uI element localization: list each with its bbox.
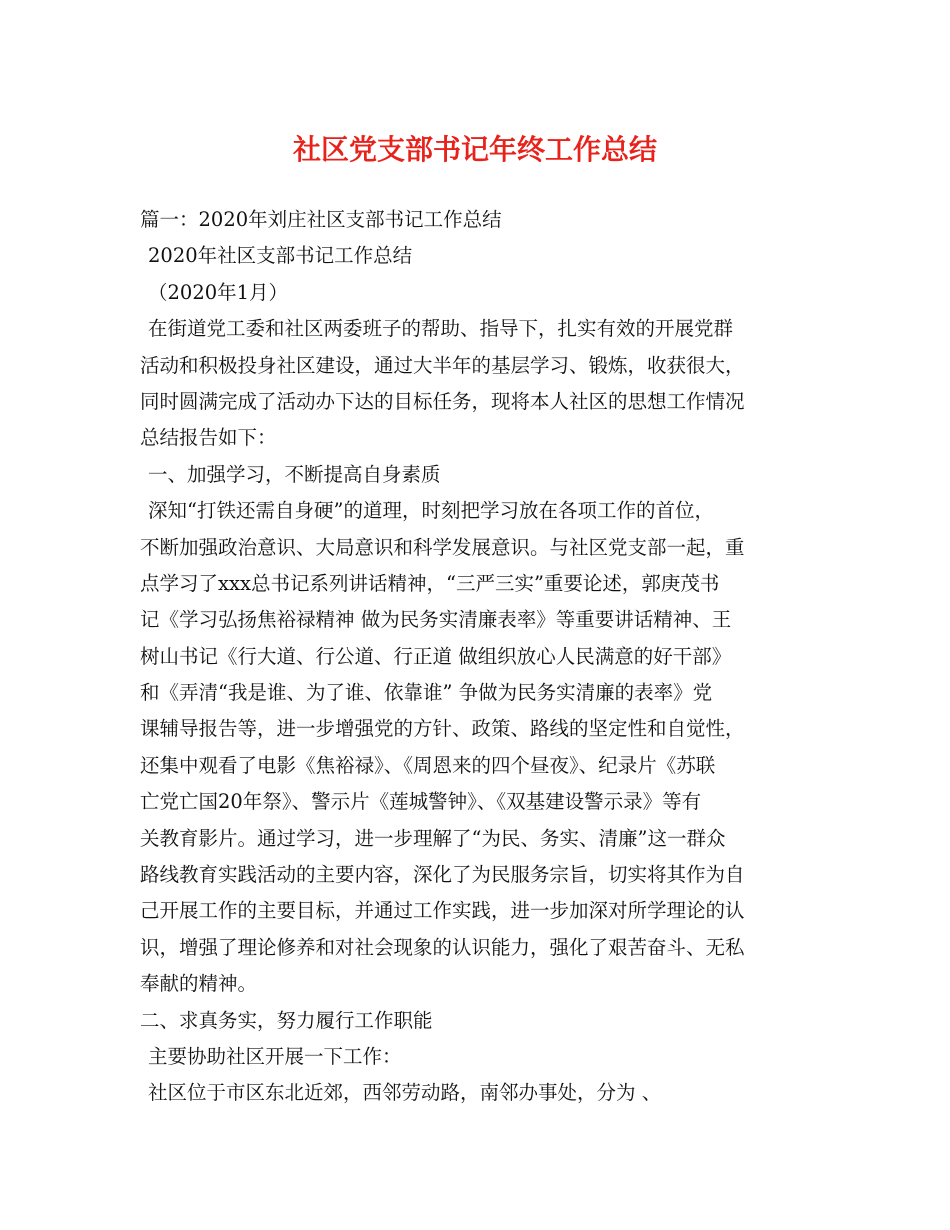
paragraph-line: 课辅导报告等，进一步增强党的方针、政策、路线的坚定性和自觉性， — [140, 717, 745, 741]
paragraph-line: 和《弄清“我是谁、为了谁、依靠谁” 争做为民务实清廉的表率》党 — [140, 681, 713, 705]
section-heading-1: 一、加强学习，不断提高自身素质 — [148, 462, 441, 486]
paragraph-line: 己开展工作的主要目标，并通过工作实践，进一步加深对所学理论的认 — [140, 899, 745, 923]
document-title: 社区党支部书记年终工作总结 — [292, 133, 657, 166]
section-heading-part-one: 篇一：2020年刘庄社区支部书记工作总结 — [140, 208, 502, 231]
paragraph-line: 点学习了xxx总书记系列讲话精神，“三严三实”重要论述，郭庚茂书 — [140, 571, 720, 595]
paragraph-line: 社区位于市区东北近郊，西邻劳动路，南邻办事处，分为 、 — [148, 1081, 662, 1105]
paragraph-line: 还集中观看了电影《焦裕禄》、《周恩来的四个昼夜》、纪录片《苏联 — [140, 753, 716, 777]
report-date: （2020年1月） — [148, 280, 289, 304]
paragraph-line: 不断加强政治意识、大局意识和科学发展意识。与社区党支部一起，重 — [140, 535, 745, 559]
paragraph-line: 奉献的精神。 — [140, 972, 258, 996]
paragraph-line: 路线教育实践活动的主要内容，深化了为民服务宗旨，切实将其作为自 — [140, 863, 745, 887]
paragraph-line: 关教育影片。通过学习，进一步理解了“为民、务实、清廉”这一群众 — [140, 826, 726, 850]
section-heading-2: 二、求真务实，努力履行工作职能 — [140, 1008, 433, 1032]
paragraph-line: 主要协助社区开展一下工作： — [148, 1044, 402, 1068]
paragraph-line: 活动和积极投身社区建设，通过大半年的基层学习、锻炼，收获很大， — [140, 353, 745, 377]
paragraph-line: 亡党亡国20年祭》、警示片《莲城警钟》、《双基建设警示录》等有 — [140, 790, 702, 814]
paragraph-line: 同时圆满完成了活动办下达的目标任务，现将本人社区的思想工作情况 — [140, 389, 745, 413]
paragraph-line: 树山书记《行大道、行公道、行正道 做组织放心人民满意的好干部》 — [140, 644, 732, 668]
paragraph-line: 深知“打铁还需自身硬”的道理，时刻把学习放在各项工作的首位， — [148, 499, 714, 523]
paragraph-line: 记《学习弘扬焦裕禄精神 做为民务实清廉表率》等重要讲话精神、王 — [140, 608, 732, 632]
paragraph-line: 识，增强了理论修养和对社会现象的认识能力，强化了艰苦奋斗、无私 — [140, 935, 745, 959]
paragraph-line: 总结报告如下： — [140, 426, 277, 450]
paragraph-line: 在街道党工委和社区两委班子的帮助、指导下，扎实有效的开展党群 — [148, 317, 734, 341]
document-body — [140, 202, 820, 1112]
report-subtitle: 2020年社区支部书记工作总结 — [148, 244, 413, 268]
